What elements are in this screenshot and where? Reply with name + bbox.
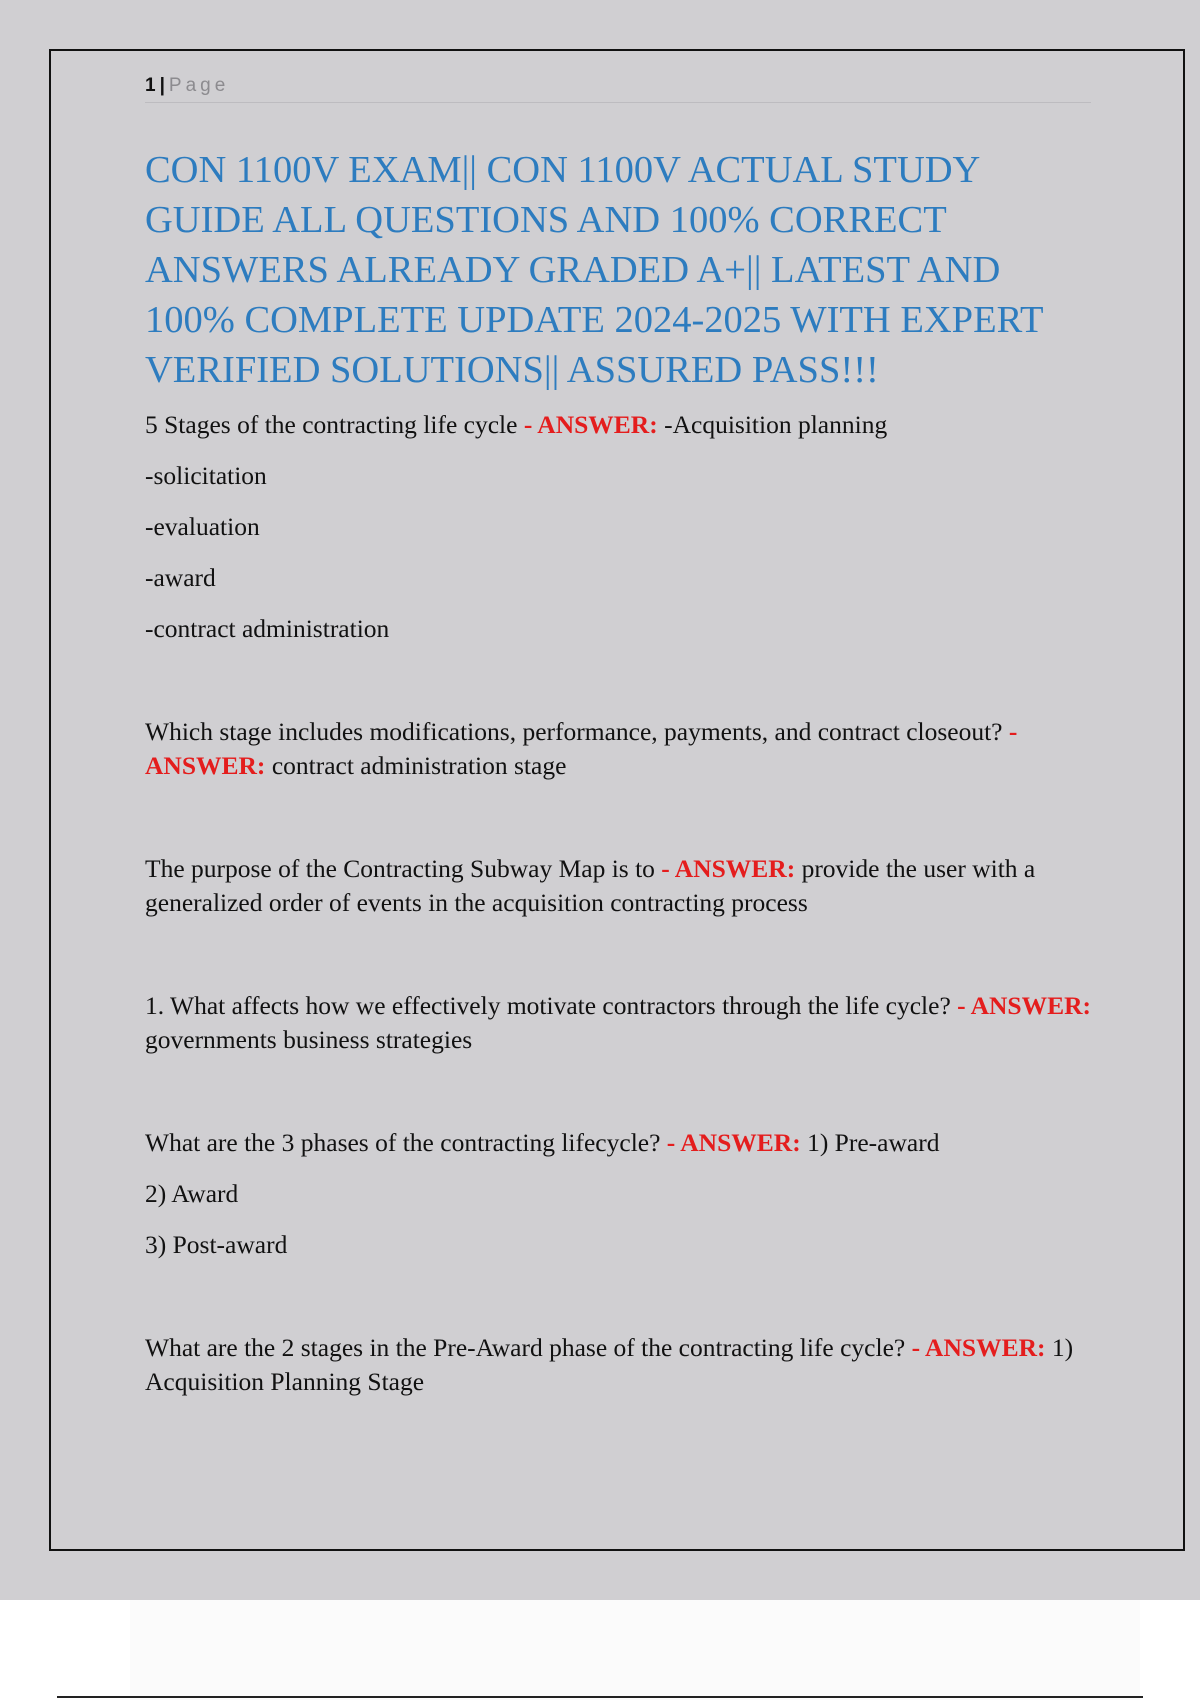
question-text: 5 Stages of the contracting life cycle [145,410,518,439]
qa-line [145,408,1095,442]
document-body [145,145,1095,1399]
answer-text: -Acquisition planning [664,410,888,439]
qa-item-1 [145,408,1095,646]
qa-item-3 [145,852,1095,920]
qa-line [145,989,1095,1057]
page-label: Page [168,75,230,96]
document-title: CON 1100V EXAM|| CON 1100V ACTUAL STUDY GUIDE ALL QUESTIONS AND 100% CORRECT ANSWERS ALREADY GRADED A+|| LATEST AND 100% COMPLETE UPDATE 2024-2025 WITH EXPERT VERIFIED SOLUTIONS|| ASSURED PASS!!! [145,149,1043,391]
answer-continuation: -solicitation [145,461,267,490]
question-text: 1. What affects how we effectively motivate contractors through the life cycle? [145,991,951,1020]
page-separator: | [159,75,165,96]
answer-marker: - ANSWER: [957,991,1092,1020]
question-text: The purpose of the Contracting Subway Map is to [145,854,655,883]
qa-line [145,852,1095,920]
answer-continuation: 3) Post-award [145,1230,288,1259]
qa-item-5 [145,1126,1095,1262]
page-number: 1 [145,75,156,96]
answer-continuation: -award [145,563,216,592]
qa-item-4 [145,989,1095,1057]
qa-item-2 [145,715,1095,783]
answer-text: contract administration stage [271,751,567,780]
answer-continuation: 2) Award [145,1179,239,1208]
answer-marker: - ANSWER: [666,1128,801,1157]
answer-marker: - ANSWER: [145,717,1018,780]
answer-marker: - ANSWER: [661,854,796,883]
qa-line [145,715,1095,783]
question-text: What are the 3 phases of the contracting lifecycle? [145,1128,661,1157]
answer-text: governments business strategies [145,1025,473,1054]
qa-item-6 [145,1331,1095,1399]
answer-text: 1) Pre-award [807,1128,940,1157]
next-page-preview [130,1600,1140,1700]
question-text: What are the 2 stages in the Pre-Award phase of the contracting life cycle? [145,1333,906,1362]
answer-continuation: -contract administration [145,614,390,643]
question-text: Which stage includes modifications, performance, payments, and contract closeout? [145,717,1003,746]
bottom-divider [57,1696,1143,1698]
page-header [145,74,1091,103]
answer-marker: - ANSWER: [523,410,658,439]
answer-text: provide the user with a generalized order of events in the acquisition contracting process [145,854,1036,917]
answer-text: 1) Acquisition Planning Stage [145,1333,1074,1396]
qa-line [145,1126,1095,1160]
qa-line [145,1331,1095,1399]
answer-continuation: -evaluation [145,512,260,541]
answer-marker: - ANSWER: [911,1333,1046,1362]
